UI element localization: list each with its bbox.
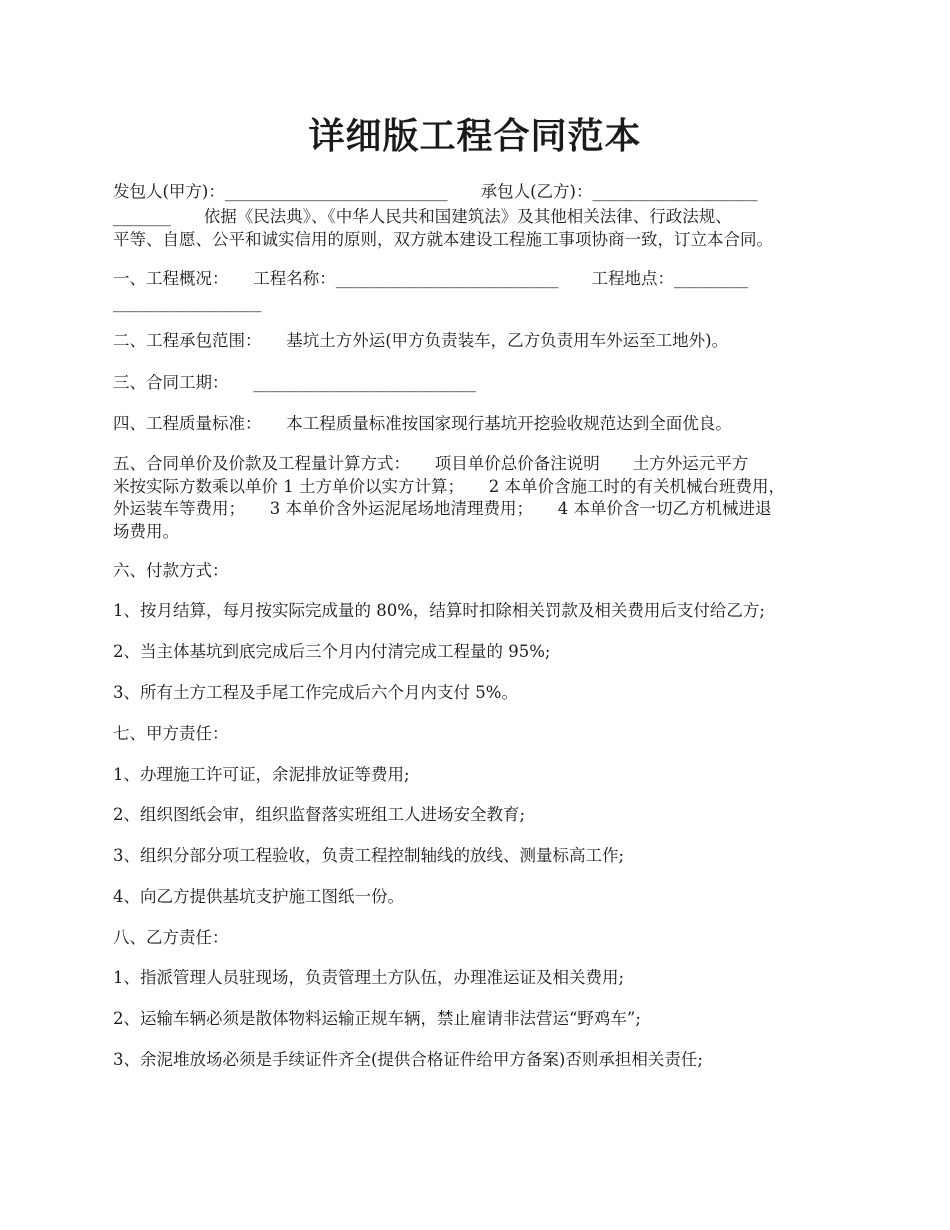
section-duration: 三、合同工期： ___________________________	[113, 373, 476, 392]
section-quality: 四、工程质量标准： 本工程质量标准按国家现行基坑开挖验收规范达到全面优良。	[113, 414, 732, 433]
section-pricing-line: 场费用。	[113, 522, 179, 541]
party-a-item: 1、办理施工许可证，余泥排放证等费用;	[113, 765, 410, 784]
section-party-b-heading: 八、乙方责任：	[113, 928, 229, 947]
party-a-item: 4、向乙方提供基坑支护施工图纸一份。	[113, 887, 404, 906]
parties-line: _______ 依据《民法典》、《中华人民共和国建筑法》及其他相关法律、行政法规、	[113, 207, 732, 226]
section-party-a-heading: 七、甲方责任：	[113, 724, 229, 743]
party-b-item: 3、余泥堆放场必须是手续证件齐全(提供合格证件给甲方备案)否则承担相关责任;	[113, 1050, 703, 1069]
party-b-item: 1、指派管理人员驻现场，负责管理土方队伍，办理准运证及相关费用;	[113, 968, 625, 987]
payment-item: 3、所有土方工程及手尾工作完成后六个月内支付 5%。	[113, 683, 518, 702]
section-overview-line: 一、工程概况： 工程名称：___________________________ 工程地点：_________	[113, 269, 749, 288]
section-scope: 二、工程承包范围： 基坑土方外运(甲方负责装车，乙方负责用车外运至工地外)。	[113, 331, 729, 350]
parties-line: 平等、自愿、公平和诚实信用的原则，双方就本建设工程施工事项协商一致，订立本合同。	[113, 230, 773, 249]
party-a-item: 3、组织分部分项工程验收，负责工程控制轴线的放线、测量标高工作;	[113, 846, 625, 865]
section-pricing-line: 五、合同单价及价款及工程量计算方式： 项目单价总价备注说明 土方外运元平方	[113, 454, 749, 473]
payment-item: 2、当主体基坑到底完成后三个月内付清完成工程量的 95%;	[113, 642, 551, 661]
section-pricing-line: 外运装车等费用； 3 本单价含外运泥尾场地清理费用； 4 本单价含一切乙方机械进退	[113, 499, 772, 518]
parties-line: 发包人(甲方)：___________________________ 承包人(乙方)：____________________	[113, 182, 758, 201]
section-payment-heading: 六、付款方式：	[113, 561, 229, 580]
party-a-item: 2、组织图纸会审，组织监督落实班组工人进场安全教育;	[113, 805, 526, 824]
party-b-item: 2、运输车辆必须是散体物料运输正规车辆，禁止雇请非法营运“野鸡车”;	[113, 1009, 641, 1028]
section-overview-line: __________________	[113, 293, 262, 312]
document-title: 详细版工程合同范本	[308, 115, 642, 157]
payment-item: 1、按月结算，每月按实际完成量的 80%，结算时扣除相关罚款及相关费用后支付给乙方;	[113, 601, 765, 620]
section-pricing-line: 米按实际方数乘以单价 1 土方单价以实方计算； 2 本单价含施工时的有关机械台班费用，	[113, 477, 785, 496]
